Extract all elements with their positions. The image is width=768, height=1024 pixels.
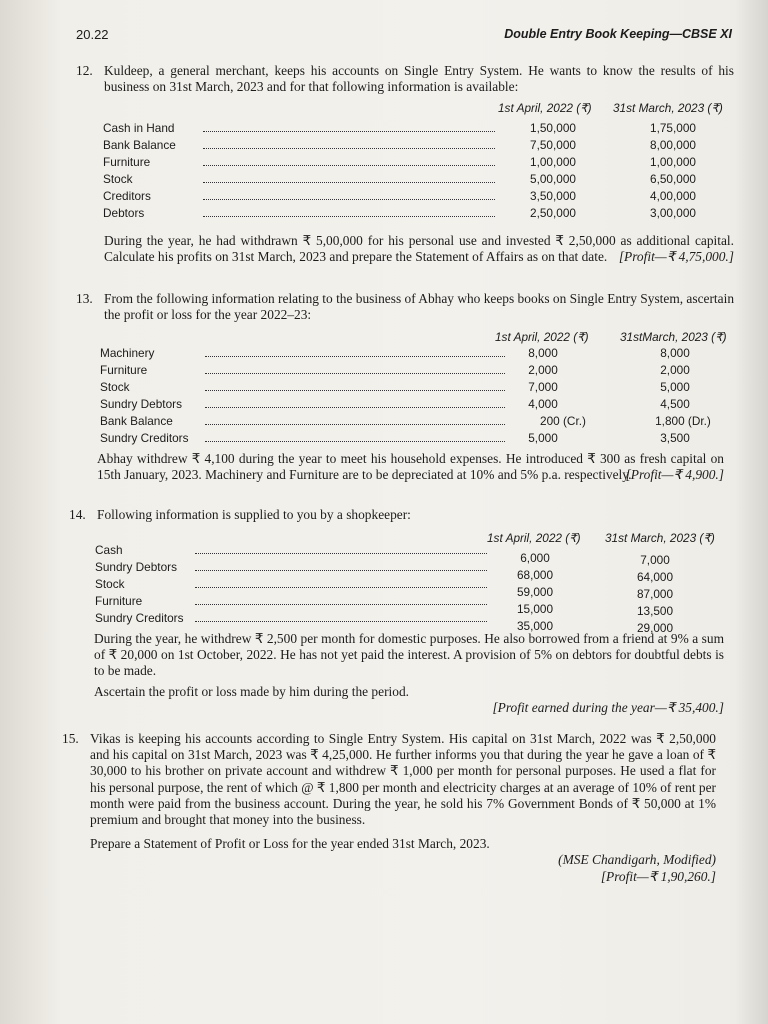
question-number: 14. xyxy=(69,507,86,522)
table-row xyxy=(103,206,733,223)
leader-dots xyxy=(203,182,495,183)
answer: [Profit earned during the year—₹ 35,400.] xyxy=(492,699,724,715)
question-15 xyxy=(62,731,716,885)
value-opening: 7,50,000 xyxy=(530,138,576,152)
answer: [Profit—₹ 4,75,000.] xyxy=(618,249,734,265)
question-12-followup xyxy=(104,233,734,266)
row-label: Sundry Creditors xyxy=(100,431,189,445)
row-label: Stock xyxy=(103,172,133,186)
value-opening: 5,000 xyxy=(528,431,558,445)
table-row xyxy=(100,380,734,397)
value-opening: 7,000 xyxy=(528,380,558,394)
column-header-opening: 1st April, 2022 (₹) xyxy=(487,531,581,545)
row-label: Sundry Debtors xyxy=(95,560,177,574)
question-instruction: Prepare a Statement of Profit or Loss for the year ended 31st March, 2023. xyxy=(90,836,490,852)
value-opening: 8,000 xyxy=(528,346,558,360)
question-number: 12. xyxy=(76,63,93,78)
leader-dots xyxy=(195,570,487,571)
value-closing: 1,00,000 xyxy=(650,155,696,169)
question-text: Kuldeep, a general merchant, keeps his accounts on Single Entry System. He wants to know the results of his business on 31st March, 2023 and for that following information is available: xyxy=(104,63,734,95)
value-closing: 87,000 xyxy=(636,587,674,601)
question-number: 15. xyxy=(62,731,79,746)
row-label: Sundry Debtors xyxy=(100,397,182,411)
page-number: 20.22 xyxy=(76,27,109,42)
leader-dots xyxy=(195,621,487,622)
question-13 xyxy=(76,291,735,323)
question-14 xyxy=(69,507,724,523)
value-closing: 6,50,000 xyxy=(650,172,696,186)
value-closing: 8,00,000 xyxy=(650,138,696,152)
row-label: Cash xyxy=(95,543,123,557)
row-label: Debtors xyxy=(103,206,145,220)
leader-dots xyxy=(203,131,495,132)
value-closing: 4,500 xyxy=(660,397,690,411)
value-closing: 1,800 (Dr.) xyxy=(655,414,711,428)
value-opening: 1,50,000 xyxy=(530,121,576,135)
running-title: Double Entry Book Keeping—CBSE XI xyxy=(504,27,732,41)
column-header-closing: 31st March, 2023 (₹) xyxy=(613,101,723,115)
table-row xyxy=(100,414,734,431)
row-label: Machinery xyxy=(100,346,155,360)
row-label: Stock xyxy=(95,577,125,591)
column-header-closing: 31stMarch, 2023 (₹) xyxy=(620,330,727,344)
column-header-closing: 31st March, 2023 (₹) xyxy=(605,531,715,545)
row-label: Furniture xyxy=(95,594,143,608)
table-row xyxy=(100,363,734,380)
question-body: Abhay withdrew ₹ 4,100 during the year to meet his household expenses. He introduced ₹ 300 as fresh capital on 15th January, 2023. Machinery and Furniture are to be depreciated at 10% and 5% p.a. respectively. xyxy=(97,451,724,483)
value-opening: 6,000 xyxy=(520,551,550,565)
question-text: From the following information relating to the business of Abhay who keeps books on Single Entry System, ascertain the profit or loss for the year 2022–23: xyxy=(104,291,735,323)
question-number: 13. xyxy=(76,291,93,306)
value-opening: 3,50,000 xyxy=(530,189,576,203)
value-opening: 4,000 xyxy=(528,397,558,411)
row-label: Bank Balance xyxy=(103,138,176,152)
value-closing: 8,000 xyxy=(660,346,690,360)
row-label: Furniture xyxy=(103,155,151,169)
leader-dots xyxy=(205,424,505,425)
question-body: During the year, he had withdrawn ₹ 5,00,000 for his personal use and invested ₹ 2,50,000 as additional capital. Calculate his profits on 31st March, 2023 and prepare the Statement of Affairs as on that date. xyxy=(104,233,734,265)
value-opening: 15,000 xyxy=(516,602,554,616)
value-opening: 2,50,000 xyxy=(530,206,576,220)
table-row xyxy=(103,155,733,172)
leader-dots xyxy=(203,165,495,166)
leader-dots xyxy=(203,199,495,200)
table-row xyxy=(103,121,733,138)
leader-dots xyxy=(195,553,487,554)
row-label: Furniture xyxy=(100,363,148,377)
value-opening: 2,000 xyxy=(528,363,558,377)
leader-dots xyxy=(195,587,487,588)
table-row xyxy=(103,189,733,206)
value-closing: 5,000 xyxy=(660,380,690,394)
value-closing: 3,500 xyxy=(660,431,690,445)
value-closing: 7,000 xyxy=(640,553,670,567)
table-row xyxy=(103,172,733,189)
value-opening: 1,00,000 xyxy=(530,155,576,169)
question-text: Following information is supplied to you by a shopkeeper: xyxy=(97,507,411,522)
leader-dots xyxy=(205,373,505,374)
leader-dots xyxy=(205,390,505,391)
row-label: Sundry Creditors xyxy=(95,611,184,625)
leader-dots xyxy=(205,441,505,442)
value-closing: 1,75,000 xyxy=(650,121,696,135)
value-opening: 5,00,000 xyxy=(530,172,576,186)
leader-dots xyxy=(205,356,505,357)
value-closing: 29,000 xyxy=(636,621,674,635)
value-closing: 4,00,000 xyxy=(650,189,696,203)
source-note: (MSE Chandigarh, Modified) xyxy=(558,852,716,868)
question-body: During the year, he withdrew ₹ 2,500 per month for domestic purposes. He also borrowed from a friend at 9% a sum of ₹ 20,000 on 1st October, 2022. He has not yet paid the interest. A provision of 5% on debtors for doubtful debts is to be made. xyxy=(94,631,724,679)
leader-dots xyxy=(203,148,495,149)
table-row xyxy=(95,611,735,635)
leader-dots xyxy=(205,407,505,408)
column-header-opening: 1st April, 2022 (₹) xyxy=(495,330,589,344)
row-label: Cash in Hand xyxy=(103,121,175,135)
row-label: Stock xyxy=(100,380,130,394)
question-14-followup xyxy=(94,631,724,716)
column-header-opening: 1st April, 2022 (₹) xyxy=(498,101,592,115)
value-opening: 200 (Cr.) xyxy=(540,414,586,428)
value-opening: 59,000 xyxy=(516,585,554,599)
leader-dots xyxy=(195,604,487,605)
answer: [Profit—₹ 1,90,260.] xyxy=(600,868,716,884)
leader-dots xyxy=(203,216,495,217)
question-text: Vikas is keeping his accounts according to Single Entry System. His capital on 31st March, 2022 was ₹ 2,50,000 and his capital on 31st March, 2023 was ₹ 4,25,000. He further informs you that during the year he gave a loan of ₹ 30,000 to his brother on private account and withdrew ₹ 1,000 per month for personal purposes. He used a flat for his personal purpose, the rent of which @ ₹ 1,800 per month and electricity charges at an average of 10% of rent per month were paid from the business account. During the year, he sold his 7% Government Bonds of ₹ 50,000 at 1% premium and brought that money into the business. xyxy=(90,731,716,828)
value-closing: 3,00,000 xyxy=(650,206,696,220)
value-opening: 68,000 xyxy=(516,568,554,582)
table-row xyxy=(100,431,734,448)
question-instruction: Ascertain the profit or loss made by him during the period. xyxy=(94,683,409,699)
table-row xyxy=(100,346,734,363)
answer: [Profit—₹ 4,900.] xyxy=(625,467,724,483)
row-label: Bank Balance xyxy=(100,414,173,428)
row-label: Creditors xyxy=(103,189,151,203)
value-closing: 64,000 xyxy=(636,570,674,584)
question-12 xyxy=(76,63,734,95)
table-row xyxy=(100,397,734,414)
table-row xyxy=(103,138,733,155)
value-closing: 2,000 xyxy=(660,363,690,377)
question-13-followup xyxy=(97,451,724,484)
value-opening: 35,000 xyxy=(516,619,554,633)
value-closing: 13,500 xyxy=(636,604,674,618)
